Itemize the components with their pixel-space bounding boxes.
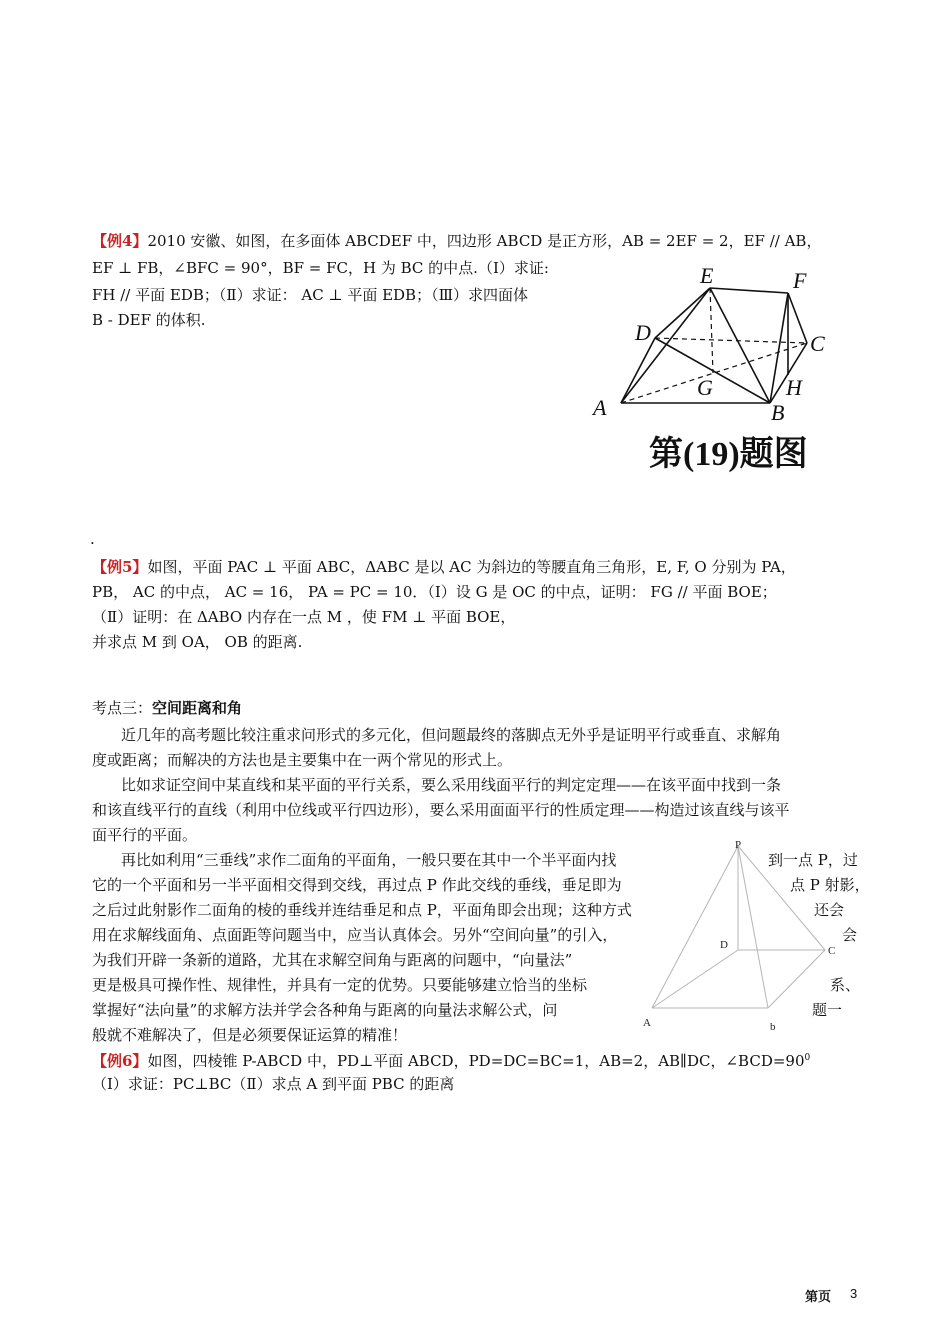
degree-superscript: 0	[804, 1053, 811, 1063]
edge-ad	[652, 950, 738, 1008]
para3-left-1: 再比如利用“三垂线”求作二面角的平面角，一般只要在其中一个半平面内找	[121, 851, 617, 869]
label-d: D	[635, 320, 651, 345]
label-h: H	[786, 375, 802, 400]
label-b: B	[771, 400, 785, 425]
edge-pa	[652, 846, 738, 1008]
label-a: A	[593, 395, 607, 420]
para3-left-5: 为我们开辟一条新的道路，尤其在求解空间角与距离的问题中，“向量法”	[92, 951, 573, 969]
example6-line2: （Ⅰ）求证：PC⊥BC（Ⅱ）求点 A 到平面 PBC 的距离	[92, 1075, 455, 1093]
para3-right-4: 会	[842, 926, 858, 944]
polyhedron-figure	[585, 255, 845, 485]
edge-ac	[621, 343, 807, 403]
label-c6: C	[828, 945, 836, 957]
para3-right-7: 题一	[812, 1001, 843, 1019]
example6-text-1: 如图，四棱锥 P-ABCD 中，PD⊥平面 ABCD，PD=DC=BC=1，AB=2，AB∥DC，∠BCD=90	[147, 1052, 805, 1070]
example4-tag: 【例4】	[92, 232, 148, 250]
label-b6: b	[770, 1021, 776, 1033]
pyramid-figure	[640, 838, 843, 1038]
label-c: C	[810, 331, 825, 356]
para3-right-2: 点 P 射影，	[790, 876, 870, 894]
example4-line2: EF ⊥ FB，∠BFC = 90°，BF = FC，H 为 BC 的中点.（Ⅰ）求证:	[92, 259, 549, 277]
page-number: 3	[850, 1286, 858, 1301]
example4-line3: FH // 平面 EDB；（Ⅱ）求证： AC ⊥ 平面 EDB；（Ⅲ）求四面体	[92, 286, 529, 304]
section3-heading	[92, 696, 242, 720]
label-a6: A	[643, 1017, 651, 1029]
example5-line4: 并求点 M 到 OA， OB 的距离.	[92, 633, 303, 651]
section3-para2-line1: 比如求证空间中某直线和某平面的平行关系，要么采用线面平行的判定定理——在该平面中找到一条	[121, 776, 782, 794]
section3-para1-line1: 近几年的高考题比较注重求问形式的多元化，但问题最终的落脚点无外乎是证明平行或垂直、求解角	[121, 726, 782, 744]
example6-tag: 【例6】	[92, 1052, 148, 1070]
label-p: P	[735, 839, 742, 851]
example4-line1	[92, 229, 821, 253]
edge-dc	[655, 338, 807, 343]
example5-tag: 【例5】	[92, 558, 148, 576]
label-d6: D	[720, 939, 728, 951]
edge-de	[655, 288, 710, 338]
edge-ef	[710, 288, 788, 293]
example4-text-1: 2010 安徽、如图，在多面体 ABCDEF 中，四边形 ABCD 是正方形，AB = 2EF = 2，EF // AB，	[147, 232, 822, 250]
para3-left-4: 用在求解线面角、点面距等问题当中，应当认真体会。另外“空间向量”的引入，	[92, 926, 618, 944]
figure-caption: 第(19)题图	[649, 436, 808, 473]
section3-para1-line2: 度或距离；而解决的方法也是主要集中在一两个常见的形式上。	[92, 751, 513, 769]
label-g: G	[697, 375, 713, 400]
para3-right-1: 到一点 P，过	[768, 851, 858, 869]
edge-pb	[738, 846, 768, 1008]
para3-left-3: 之后过此射影作二面角的棱的垂线并连结垂足和点 P，平面角即会出现；这种方式	[92, 901, 632, 919]
section3-heading-prefix: 考点三：	[92, 699, 153, 717]
example5-text-1: 如图，平面 PAC ⊥ 平面 ABC，ΔABC 是以 AC 为斜边的等腰直角三角形，E, F, O 分别为 PA，	[147, 558, 796, 576]
section3-heading-title: 空间距离和角	[152, 699, 243, 717]
para3-left-2: 它的一个平面和另一半平面相交得到交线，再过点 P 作此交线的垂线，垂足即为	[92, 876, 622, 894]
section3-para2-line3: 面平行的平面。	[92, 826, 198, 844]
example4-line4: B - DEF 的体积.	[92, 311, 206, 329]
edge-eg	[710, 288, 713, 373]
edge-fc	[788, 293, 807, 343]
edge-bc	[768, 950, 825, 1008]
stray-dot: .	[90, 530, 95, 548]
example6-line1	[92, 1046, 810, 1073]
section3-para2-line2: 和该直线平行的直线（利用中位线或平行四边形），要么采用面面平行的性质定理——构造过该直线与该平	[92, 801, 790, 819]
example5-line3: （Ⅱ）证明：在 ΔABO 内存在一点 M ，使 FM ⊥ 平面 BOE，	[92, 608, 516, 626]
edge-pc	[738, 846, 825, 950]
para3-left-7: 掌握好“法向量”的求解方法并学会各种角与距离的向量法求解公式，问	[92, 1001, 558, 1019]
example5-line2: PB， AC 的中点， AC = 16， PA = PC = 10．（Ⅰ）设 G 是 OC 的中点，证明： FG // 平面 BOE；	[92, 583, 777, 601]
label-e: E	[700, 263, 714, 288]
para3-right-3: 还会	[814, 901, 845, 919]
para3-left-6: 更是极具可操作性、规律性，并具有一定的优势。只要能够建立恰当的坐标	[92, 976, 588, 994]
label-f: F	[793, 268, 807, 293]
para3-left-8: 般就不难解决了，但是必须要保证运算的精准！	[92, 1026, 408, 1044]
example5-line1	[92, 555, 796, 579]
page-label: 第页	[805, 1289, 832, 1304]
para3-right-6: 系、	[830, 976, 861, 994]
